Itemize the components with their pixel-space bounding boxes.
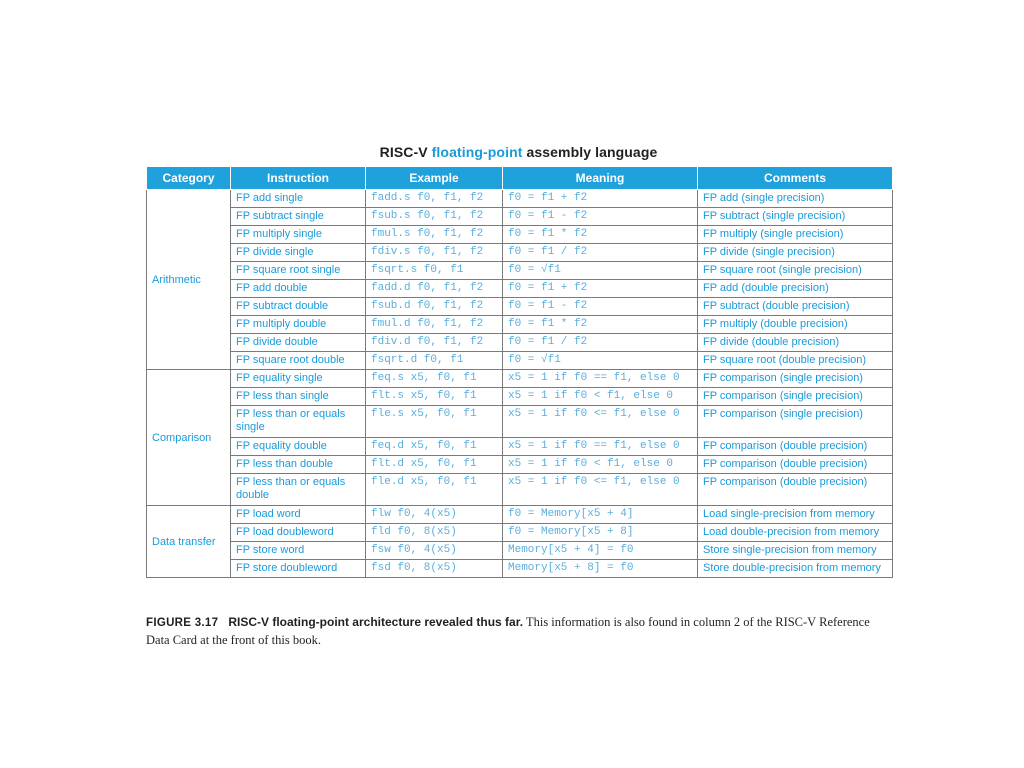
instruction-cell: FP less than or equals single	[231, 406, 366, 438]
comment-cell: FP comparison (double precision)	[698, 456, 893, 474]
meaning-cell: f0 = f1 - f2	[503, 298, 698, 316]
table-row	[147, 280, 893, 298]
table-row	[147, 506, 893, 524]
meaning-cell: f0 = f1 / f2	[503, 334, 698, 352]
instruction-cell: FP subtract double	[231, 298, 366, 316]
comment-cell: FP comparison (single precision)	[698, 406, 893, 438]
instruction-cell: FP add single	[231, 190, 366, 208]
meaning-cell: f0 = Memory[x5 + 4]	[503, 506, 698, 524]
meaning-cell: f0 = f1 * f2	[503, 316, 698, 334]
meaning-cell: Memory[x5 + 8] = f0	[503, 560, 698, 578]
header-example: Example	[366, 167, 503, 190]
instruction-cell: FP subtract single	[231, 208, 366, 226]
comment-cell: FP add (double precision)	[698, 280, 893, 298]
comment-cell: Store single-precision from memory	[698, 542, 893, 560]
meaning-cell: Memory[x5 + 4] = f0	[503, 542, 698, 560]
example-cell: flw f0, 4(x5)	[366, 506, 503, 524]
table-row	[147, 370, 893, 388]
category-comparison: Comparison	[147, 370, 231, 506]
example-cell: fdiv.s f0, f1, f2	[366, 244, 503, 262]
comment-cell: Load single-precision from memory	[698, 506, 893, 524]
table-row	[147, 524, 893, 542]
meaning-cell: f0 = √f1	[503, 352, 698, 370]
instruction-cell: FP equality double	[231, 438, 366, 456]
comment-cell: FP square root (single precision)	[698, 262, 893, 280]
figure-text: This information is also found in column 2 of the RISC-V Reference Data Card at the front of this book.	[146, 615, 870, 647]
table-header-row	[147, 167, 893, 190]
table-row	[147, 352, 893, 370]
table-title: RISC-V floating-point assembly language	[379, 144, 658, 160]
instruction-cell: FP equality single	[231, 370, 366, 388]
example-cell: fsqrt.d f0, f1	[366, 352, 503, 370]
example-cell: feq.d x5, f0, f1	[366, 438, 503, 456]
meaning-cell: x5 = 1 if f0 <= f1, else 0	[503, 474, 698, 506]
example-cell: fle.d x5, f0, f1	[366, 474, 503, 506]
table-row	[147, 334, 893, 352]
example-cell: fsub.d f0, f1, f2	[366, 298, 503, 316]
instruction-cell: FP add double	[231, 280, 366, 298]
example-cell: fsqrt.s f0, f1	[366, 262, 503, 280]
example-cell: feq.s x5, f0, f1	[366, 370, 503, 388]
table-row	[147, 226, 893, 244]
instruction-cell: FP divide double	[231, 334, 366, 352]
fp-instruction-table	[146, 166, 893, 578]
instruction-cell: FP less than double	[231, 456, 366, 474]
table-row	[147, 316, 893, 334]
header-comments: Comments	[698, 167, 893, 190]
comment-cell: Store double-precision from memory	[698, 560, 893, 578]
table-row	[147, 208, 893, 226]
comment-cell: FP comparison (double precision)	[698, 474, 893, 506]
instruction-cell: FP less than single	[231, 388, 366, 406]
example-cell: fle.s x5, f0, f1	[366, 406, 503, 438]
comment-cell: FP comparison (single precision)	[698, 388, 893, 406]
comment-cell: FP subtract (double precision)	[698, 298, 893, 316]
meaning-cell: f0 = Memory[x5 + 8]	[503, 524, 698, 542]
instruction-cell: FP less than or equals double	[231, 474, 366, 506]
figure-number: FIGURE 3.17	[146, 617, 219, 629]
example-cell: flt.d x5, f0, f1	[366, 456, 503, 474]
example-cell: fmul.s f0, f1, f2	[366, 226, 503, 244]
instruction-cell: FP square root single	[231, 262, 366, 280]
table-row	[147, 262, 893, 280]
instruction-cell: FP multiply double	[231, 316, 366, 334]
comment-cell: FP comparison (double precision)	[698, 438, 893, 456]
figure-caption	[146, 614, 896, 649]
instruction-cell: FP multiply single	[231, 226, 366, 244]
instruction-cell: FP load word	[231, 506, 366, 524]
header-instruction: Instruction	[231, 167, 366, 190]
table-row	[147, 244, 893, 262]
example-cell: fsub.s f0, f1, f2	[366, 208, 503, 226]
table-row	[147, 190, 893, 208]
meaning-cell: f0 = f1 / f2	[503, 244, 698, 262]
instruction-cell: FP store word	[231, 542, 366, 560]
category-arithmetic: Arithmetic	[147, 190, 231, 370]
meaning-cell: f0 = f1 + f2	[503, 190, 698, 208]
meaning-cell: x5 = 1 if f0 == f1, else 0	[503, 438, 698, 456]
instruction-cell: FP load doubleword	[231, 524, 366, 542]
comment-cell: FP multiply (single precision)	[698, 226, 893, 244]
comment-cell: FP divide (single precision)	[698, 244, 893, 262]
meaning-cell: x5 = 1 if f0 < f1, else 0	[503, 388, 698, 406]
instruction-cell: FP square root double	[231, 352, 366, 370]
comment-cell: FP square root (double precision)	[698, 352, 893, 370]
example-cell: fld f0, 8(x5)	[366, 524, 503, 542]
instruction-cell: FP divide single	[231, 244, 366, 262]
meaning-cell: f0 = √f1	[503, 262, 698, 280]
comment-cell: FP comparison (single precision)	[698, 370, 893, 388]
table-row	[147, 456, 893, 474]
example-cell: flt.s x5, f0, f1	[366, 388, 503, 406]
meaning-cell: x5 = 1 if f0 < f1, else 0	[503, 456, 698, 474]
meaning-cell: x5 = 1 if f0 == f1, else 0	[503, 370, 698, 388]
instruction-cell: FP store doubleword	[231, 560, 366, 578]
meaning-cell: f0 = f1 - f2	[503, 208, 698, 226]
comment-cell: FP multiply (double precision)	[698, 316, 893, 334]
example-cell: fmul.d f0, f1, f2	[366, 316, 503, 334]
table-row	[147, 542, 893, 560]
comment-cell: FP subtract (single precision)	[698, 208, 893, 226]
category-data-transfer: Data transfer	[147, 506, 231, 578]
meaning-cell: f0 = f1 * f2	[503, 226, 698, 244]
meaning-cell: f0 = f1 + f2	[503, 280, 698, 298]
example-cell: fadd.d f0, f1, f2	[366, 280, 503, 298]
table-row	[147, 406, 893, 438]
comment-cell: FP divide (double precision)	[698, 334, 893, 352]
meaning-cell: x5 = 1 if f0 <= f1, else 0	[503, 406, 698, 438]
comment-cell: FP add (single precision)	[698, 190, 893, 208]
table-row	[147, 298, 893, 316]
table-row	[147, 560, 893, 578]
table-row	[147, 438, 893, 456]
example-cell: fsd f0, 8(x5)	[366, 560, 503, 578]
example-cell: fdiv.d f0, f1, f2	[366, 334, 503, 352]
comment-cell: Load double-precision from memory	[698, 524, 893, 542]
example-cell: fsw f0, 4(x5)	[366, 542, 503, 560]
figure-title: RISC-V floating-point architecture revealed thus far.	[228, 615, 524, 629]
header-category: Category	[147, 167, 231, 190]
table-row	[147, 388, 893, 406]
header-meaning: Meaning	[503, 167, 698, 190]
example-cell: fadd.s f0, f1, f2	[366, 190, 503, 208]
table-row	[147, 474, 893, 506]
